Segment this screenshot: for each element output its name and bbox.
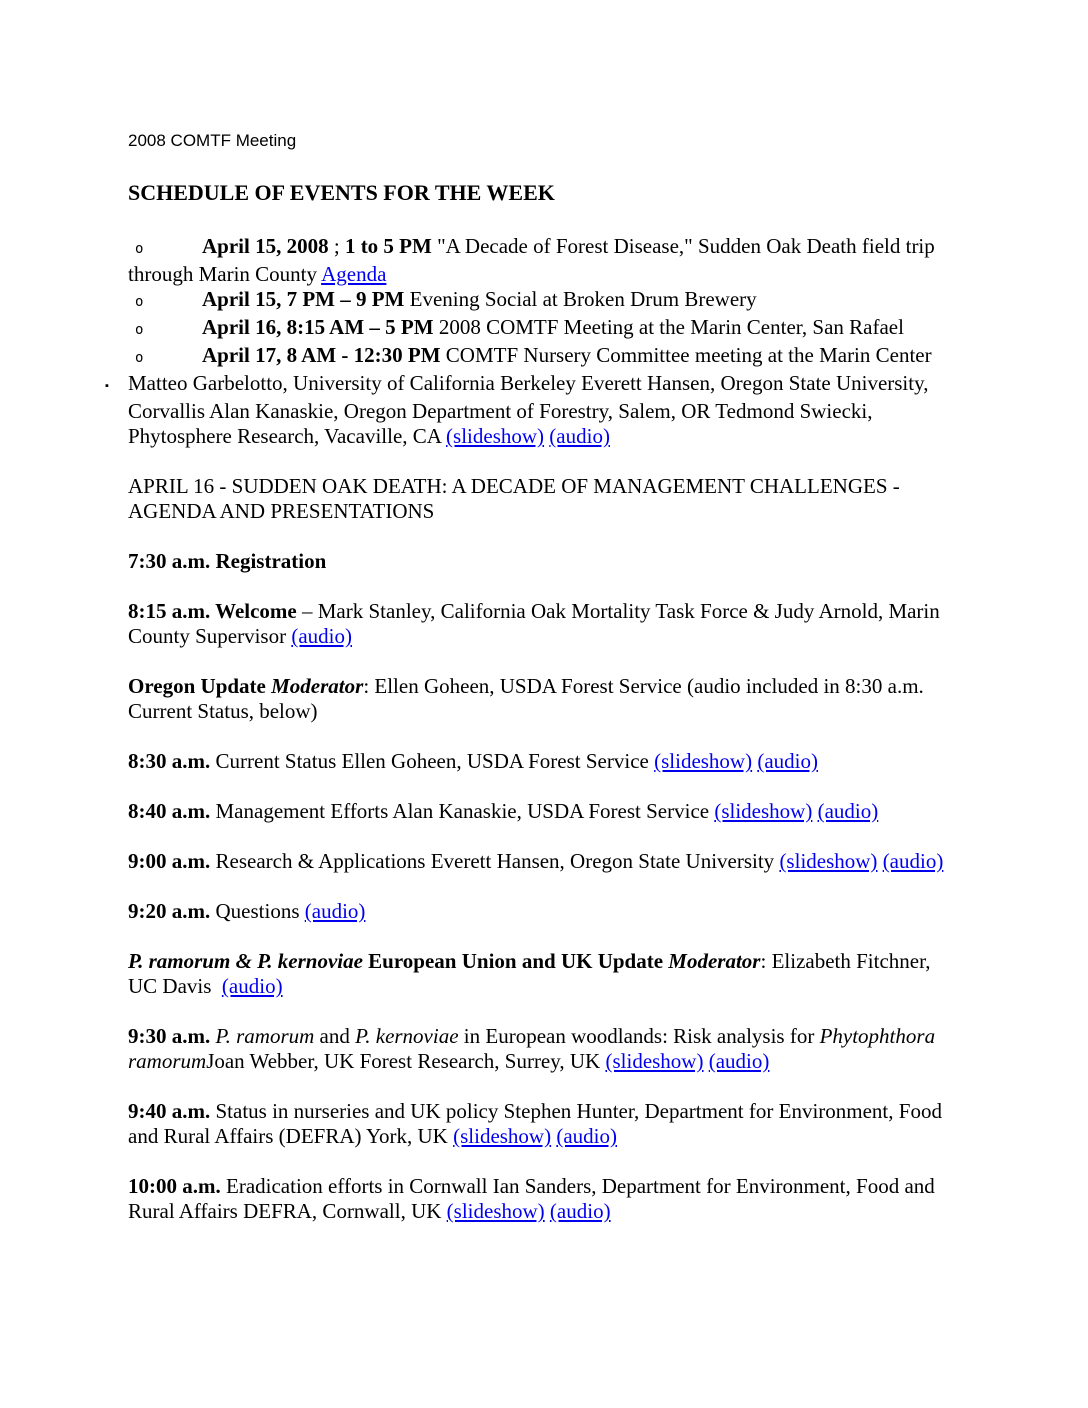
text-segment: P. ramorum & P. kernoviae <box>128 949 363 973</box>
text-segment: P. kernoviae <box>355 1024 459 1048</box>
text-segment: European Union and UK Update <box>362 949 669 973</box>
text-segment: Status in nurseries and UK policy Stephen Hunter, Department for Environment, Food and Rural Affairs (DEFRA) York, UK <box>128 1099 942 1148</box>
slideshow-link[interactable]: (slideshow) <box>714 799 813 823</box>
slideshow-link[interactable]: (slideshow) <box>605 1049 704 1073</box>
list-item-text <box>128 234 935 286</box>
audio-link[interactable]: (audio) <box>817 799 879 823</box>
list-subitem <box>105 371 960 449</box>
schedule-item-830 <box>128 749 960 774</box>
text-segment: April 15, 2008 <box>202 234 329 258</box>
list-item-text <box>202 343 932 367</box>
events-list <box>105 234 960 449</box>
slideshow-link[interactable]: (slideshow) <box>453 1124 552 1148</box>
text-segment: 9:00 a.m. <box>128 849 211 873</box>
text-segment: Questions <box>210 899 305 923</box>
list-item-text <box>202 287 757 311</box>
audio-link[interactable]: (audio) <box>556 1124 618 1148</box>
text-segment: 9:30 a.m. <box>128 1024 211 1048</box>
text-segment: – Mark Stanley, California Oak Mortality Task Force & Judy Arnold, Marin County Supervisor <box>128 599 940 648</box>
text-segment: Joan Webber, UK Forest Research, Surrey, UK <box>206 1049 606 1073</box>
text-segment: COMTF Nursery Committee meeting at the Marin Center <box>440 343 932 367</box>
audio-link[interactable]: (audio) <box>708 1049 770 1073</box>
schedule-item-1000 <box>128 1174 960 1224</box>
text-segment: April 15, 7 PM – 9 PM <box>202 287 405 311</box>
list-item <box>128 234 960 287</box>
audio-link[interactable]: (audio) <box>549 1199 611 1223</box>
text-segment: 9:20 a.m. <box>128 899 211 923</box>
text-segment: Matteo Garbelotto, University of California Berkeley Everett Hansen, Oregon State University, Corvallis Alan Kanaskie, Oregon Department of Forestry, Salem, OR Tedmond Swiecki, Phytosphere Research, Vacaville, CA <box>128 371 929 448</box>
list-item <box>128 343 960 371</box>
audio-link[interactable]: (audio) <box>549 424 610 448</box>
schedule-item-oregon-update <box>128 674 960 724</box>
text-segment: Moderator <box>668 949 761 973</box>
slideshow-link[interactable]: (slideshow) <box>446 1199 545 1223</box>
slideshow-link[interactable]: (slideshow) <box>654 749 753 773</box>
list-item-text <box>202 315 904 339</box>
text-segment: 10:00 a.m. <box>128 1174 221 1198</box>
section-heading: APRIL 16 - SUDDEN OAK DEATH: A DECADE OF MANAGEMENT CHALLENGES - AGENDA AND PRESENTATIONS <box>128 474 900 523</box>
schedule-title: SCHEDULE OF EVENTS FOR THE WEEK <box>128 180 555 205</box>
circle-bullet-icon: o <box>135 294 144 310</box>
list-subitem-text <box>128 371 929 448</box>
audio-link[interactable]: (audio) <box>221 974 283 998</box>
slideshow-link[interactable]: (slideshow) <box>446 424 545 448</box>
doc-header: 2008 COMTF Meeting <box>128 131 297 150</box>
text-segment: Evening Social at Broken Drum Brewery <box>404 287 757 311</box>
schedule-item-900 <box>128 849 960 874</box>
schedule-item-eu-uk-update <box>128 949 960 999</box>
text-segment: April 17, 8 AM - 12:30 PM <box>202 343 441 367</box>
text-segment: 8:40 a.m. <box>128 799 211 823</box>
square-bullet-icon: ▪ <box>105 380 109 392</box>
schedule-item-840 <box>128 799 960 824</box>
text-segment: Management Efforts Alan Kanaskie, USDA Forest Service <box>210 799 715 823</box>
schedule-item-920 <box>128 899 960 924</box>
slideshow-link[interactable]: (slideshow) <box>779 849 878 873</box>
text-segment: 8:30 a.m. <box>128 749 211 773</box>
audio-link[interactable]: (audio) <box>882 849 944 873</box>
agenda-link[interactable]: Agenda <box>321 262 387 286</box>
text-segment: : Elizabeth Fitchner, UC Davis <box>128 949 931 998</box>
text-segment: 9:40 a.m. <box>128 1099 211 1123</box>
text-segment: : Ellen Goheen, USDA Forest Service (audio included in 8:30 a.m. Current Status, below) <box>128 674 924 723</box>
text-segment: Eradication efforts in Cornwall Ian Sanders, Department for Environment, Food and Rural Affairs DEFRA, Cornwall, UK <box>128 1174 935 1223</box>
text-segment: Oregon Update <box>128 674 272 698</box>
text-segment: Current Status Ellen Goheen, USDA Forest Service <box>210 749 655 773</box>
text-segment: 1 to 5 PM <box>344 234 432 258</box>
schedule-item-registration <box>128 549 960 574</box>
text-segment: and <box>314 1024 356 1048</box>
text-segment: P. ramorum <box>215 1024 315 1048</box>
circle-bullet-icon: o <box>135 322 144 338</box>
text-segment: April 16, 8:15 AM – 5 PM <box>202 315 434 339</box>
list-item <box>128 287 960 315</box>
text-segment: 2008 COMTF Meeting at the Marin Center, San Rafael <box>433 315 904 339</box>
text-segment: "A Decade of Forest Disease," Sudden Oak Death field trip through Marin County <box>128 234 935 286</box>
circle-bullet-icon: o <box>135 350 144 366</box>
list-item <box>128 315 960 343</box>
text-segment: ; <box>328 234 345 258</box>
schedule-item-930 <box>128 1024 960 1074</box>
text-segment: Research & Applications Everett Hansen, Oregon State University <box>210 849 780 873</box>
circle-bullet-icon: o <box>135 241 144 257</box>
audio-link[interactable]: (audio) <box>757 749 819 773</box>
text-segment: 8:15 a.m. Welcome <box>128 599 297 623</box>
schedule-item-welcome <box>128 599 960 649</box>
audio-link[interactable]: (audio) <box>291 624 352 648</box>
text-segment: Phytophthora ramorum <box>128 1024 936 1073</box>
text-segment: in European woodlands: Risk analysis for <box>458 1024 820 1048</box>
text-segment: Moderator <box>271 674 364 698</box>
audio-link[interactable]: (audio) <box>304 899 366 923</box>
text-segment: 7:30 a.m. Registration <box>128 549 327 573</box>
schedule-item-940 <box>128 1099 960 1149</box>
